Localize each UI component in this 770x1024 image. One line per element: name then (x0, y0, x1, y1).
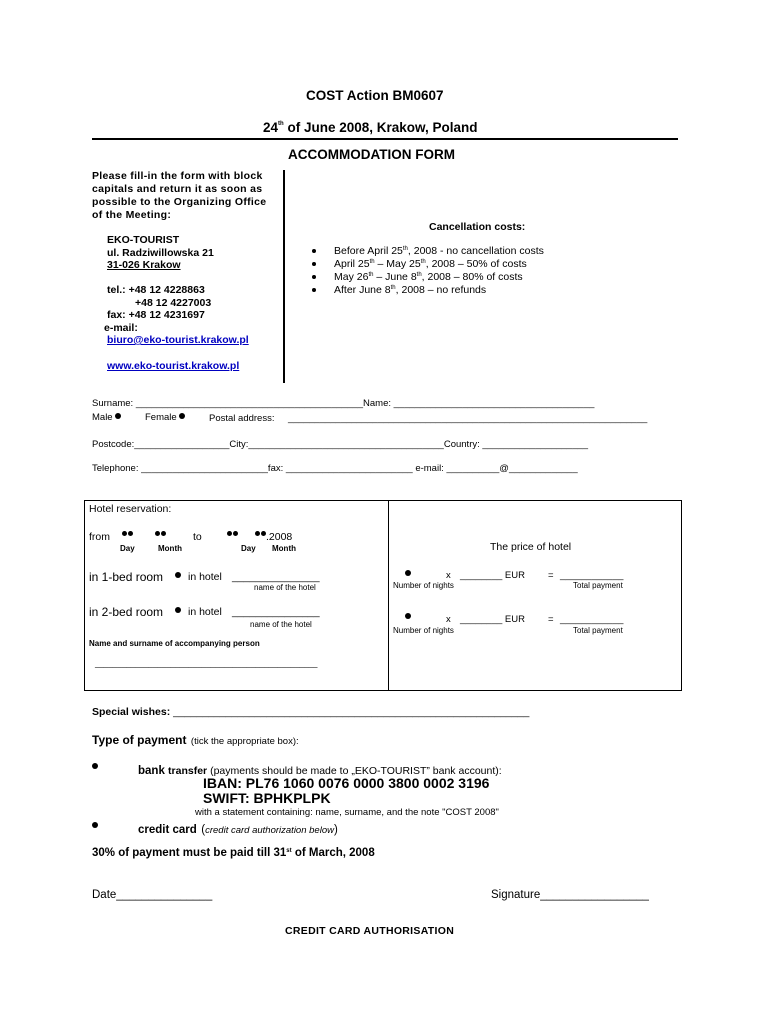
from-label: from (89, 531, 110, 543)
postcode-city-country-field[interactable]: Postcode:__________________City:_____________________________________Country: ____________________ (92, 439, 589, 450)
telephone-fax-email-field[interactable]: Telephone: ________________________fax: ________________________ e-mail: __________@_____________ (92, 463, 578, 474)
credit-card-label: credit card (credit card authorization below) (138, 824, 338, 836)
accompanying-person-field[interactable]: __________________________________________________ (95, 659, 318, 668)
date-field[interactable]: Date_______________ (92, 889, 213, 901)
signature-field[interactable]: Signature_________________ (491, 889, 649, 901)
bank-transfer-checkbox[interactable] (92, 763, 98, 769)
payment-type-heading: Type of payment (tick the appropriate box): (92, 733, 299, 747)
surname-name-field[interactable]: Surname: ___________________________________________Name: ______________________________________ (92, 398, 595, 409)
in-hotel-label-2: in hotel (188, 606, 222, 618)
hotel-reservation-title: Hotel reservation: (89, 503, 172, 515)
office-contacts: tel.: +48 12 4228863 +48 12 4227003 fax: +48 12 4231697 e-mail: (104, 284, 212, 334)
price-eur-field-1[interactable]: ________ EUR (460, 570, 525, 581)
hotel-name-caption-1: name of the hotel (254, 583, 316, 592)
postal-address-label: Postal address: (209, 413, 275, 424)
from-month-field[interactable] (155, 531, 160, 536)
total-caption-1: Total payment (573, 581, 623, 590)
event-date: 24th of June 2008, Krakow, Poland (263, 120, 478, 135)
equals-label-2: = (548, 614, 554, 625)
to-month-caption: Month (272, 544, 296, 553)
cancellation-item: After June 8th, 2008 – no refunds (312, 284, 544, 297)
to-label: to (193, 531, 202, 543)
to-day-field[interactable] (227, 531, 232, 536)
hotel-name-field-1[interactable]: _______________ (232, 571, 320, 583)
nights-field-2[interactable] (405, 613, 411, 619)
cancellation-item: Before April 25th, 2008 - no cancellation costs (312, 245, 544, 258)
equals-label-1: = (548, 570, 554, 581)
transfer-statement-note: with a statement containing: name, surname, and the note "COST 2008" (195, 807, 499, 818)
swift: SWIFT: BPHKPLPK (203, 790, 331, 806)
bullet-icon (312, 288, 316, 292)
credit-card-checkbox[interactable] (92, 822, 98, 828)
total-caption-2: Total payment (573, 626, 623, 635)
price-eur-field-2[interactable]: ________ EUR (460, 614, 525, 625)
intro-text: Please fill-in the form with block capitals and return it as soon as possible to the Organizing Office of the Meeting: (92, 170, 267, 221)
in-hotel-label-1: in hotel (188, 571, 222, 583)
hotel-name-caption-2: name of the hotel (250, 620, 312, 629)
cancellation-item: April 25th – May 25th, 2008 – 50% of costs (312, 258, 544, 271)
bullet-icon (312, 262, 316, 266)
bullet-icon (312, 249, 316, 253)
from-day-caption: Day (120, 544, 135, 553)
two-bed-room-label: in 2-bed room (89, 605, 164, 619)
cancellation-title: Cancellation costs: (429, 221, 526, 233)
nights-caption-2: Number of nights (393, 626, 454, 635)
from-day-field-2[interactable] (128, 531, 133, 536)
hotel-box-divider (388, 500, 389, 691)
form-title: ACCOMMODATION FORM (288, 147, 455, 162)
nights-caption-1: Number of nights (393, 581, 454, 590)
cancellation-item: May 26th – June 8th, 2008 – 80% of costs (312, 271, 544, 284)
radio-male-icon[interactable] (115, 413, 121, 419)
nights-field-1[interactable] (405, 570, 411, 576)
total-field-2[interactable]: ____________ (560, 614, 624, 625)
two-bed-room-checkbox[interactable] (175, 607, 181, 613)
bank-transfer-label: bank transfer (payments should be made to „EKO-TOURIST” bank account): (138, 765, 502, 777)
office-email-link[interactable]: biuro@eko-tourist.krakow.pl (107, 334, 249, 346)
hotel-name-field-2[interactable]: _______________ (232, 606, 320, 618)
from-month-caption: Month (158, 544, 182, 553)
office-address: EKO-TOURIST ul. Radziwillowska 21 31-026 Krakow (107, 234, 214, 271)
radio-female-icon[interactable] (179, 413, 185, 419)
intro-divider (283, 170, 285, 383)
payment-deadline: 30% of payment must be paid till 31st of March, 2008 (92, 847, 375, 859)
credit-card-authorisation-title: CREDIT CARD AUTHORISATION (285, 925, 455, 937)
total-field-1[interactable]: ____________ (560, 570, 624, 581)
one-bed-room-label: in 1-bed room (89, 570, 164, 584)
from-month-field-2[interactable] (161, 531, 166, 536)
times-label-2: x (446, 614, 451, 625)
from-day-field[interactable] (122, 531, 127, 536)
accompanying-person-label: Name and surname of accompanying person (89, 639, 260, 648)
to-day-field-2[interactable] (233, 531, 238, 536)
times-label-1: x (446, 570, 451, 581)
postal-address-field[interactable]: ____________________________________________________________________ (288, 413, 648, 424)
bullet-icon (312, 275, 316, 279)
iban: IBAN: PL76 1060 0076 0000 3800 0002 3196 (203, 775, 490, 791)
header-rule (92, 138, 678, 140)
cancellation-list (312, 245, 544, 297)
female-option[interactable]: Female (145, 412, 185, 423)
price-title: The price of hotel (490, 541, 572, 553)
one-bed-room-checkbox[interactable] (175, 572, 181, 578)
office-website-link[interactable]: www.eko-tourist.krakow.pl (107, 360, 240, 372)
doc-title: COST Action BM0607 (306, 88, 444, 103)
to-day-caption: Day (241, 544, 256, 553)
year-label: .2008 (266, 531, 293, 543)
male-option[interactable]: Male (92, 412, 121, 423)
special-wishes-field[interactable]: Special wishes: _____________________________________________________________ (92, 706, 530, 718)
to-month-field[interactable] (255, 531, 260, 536)
